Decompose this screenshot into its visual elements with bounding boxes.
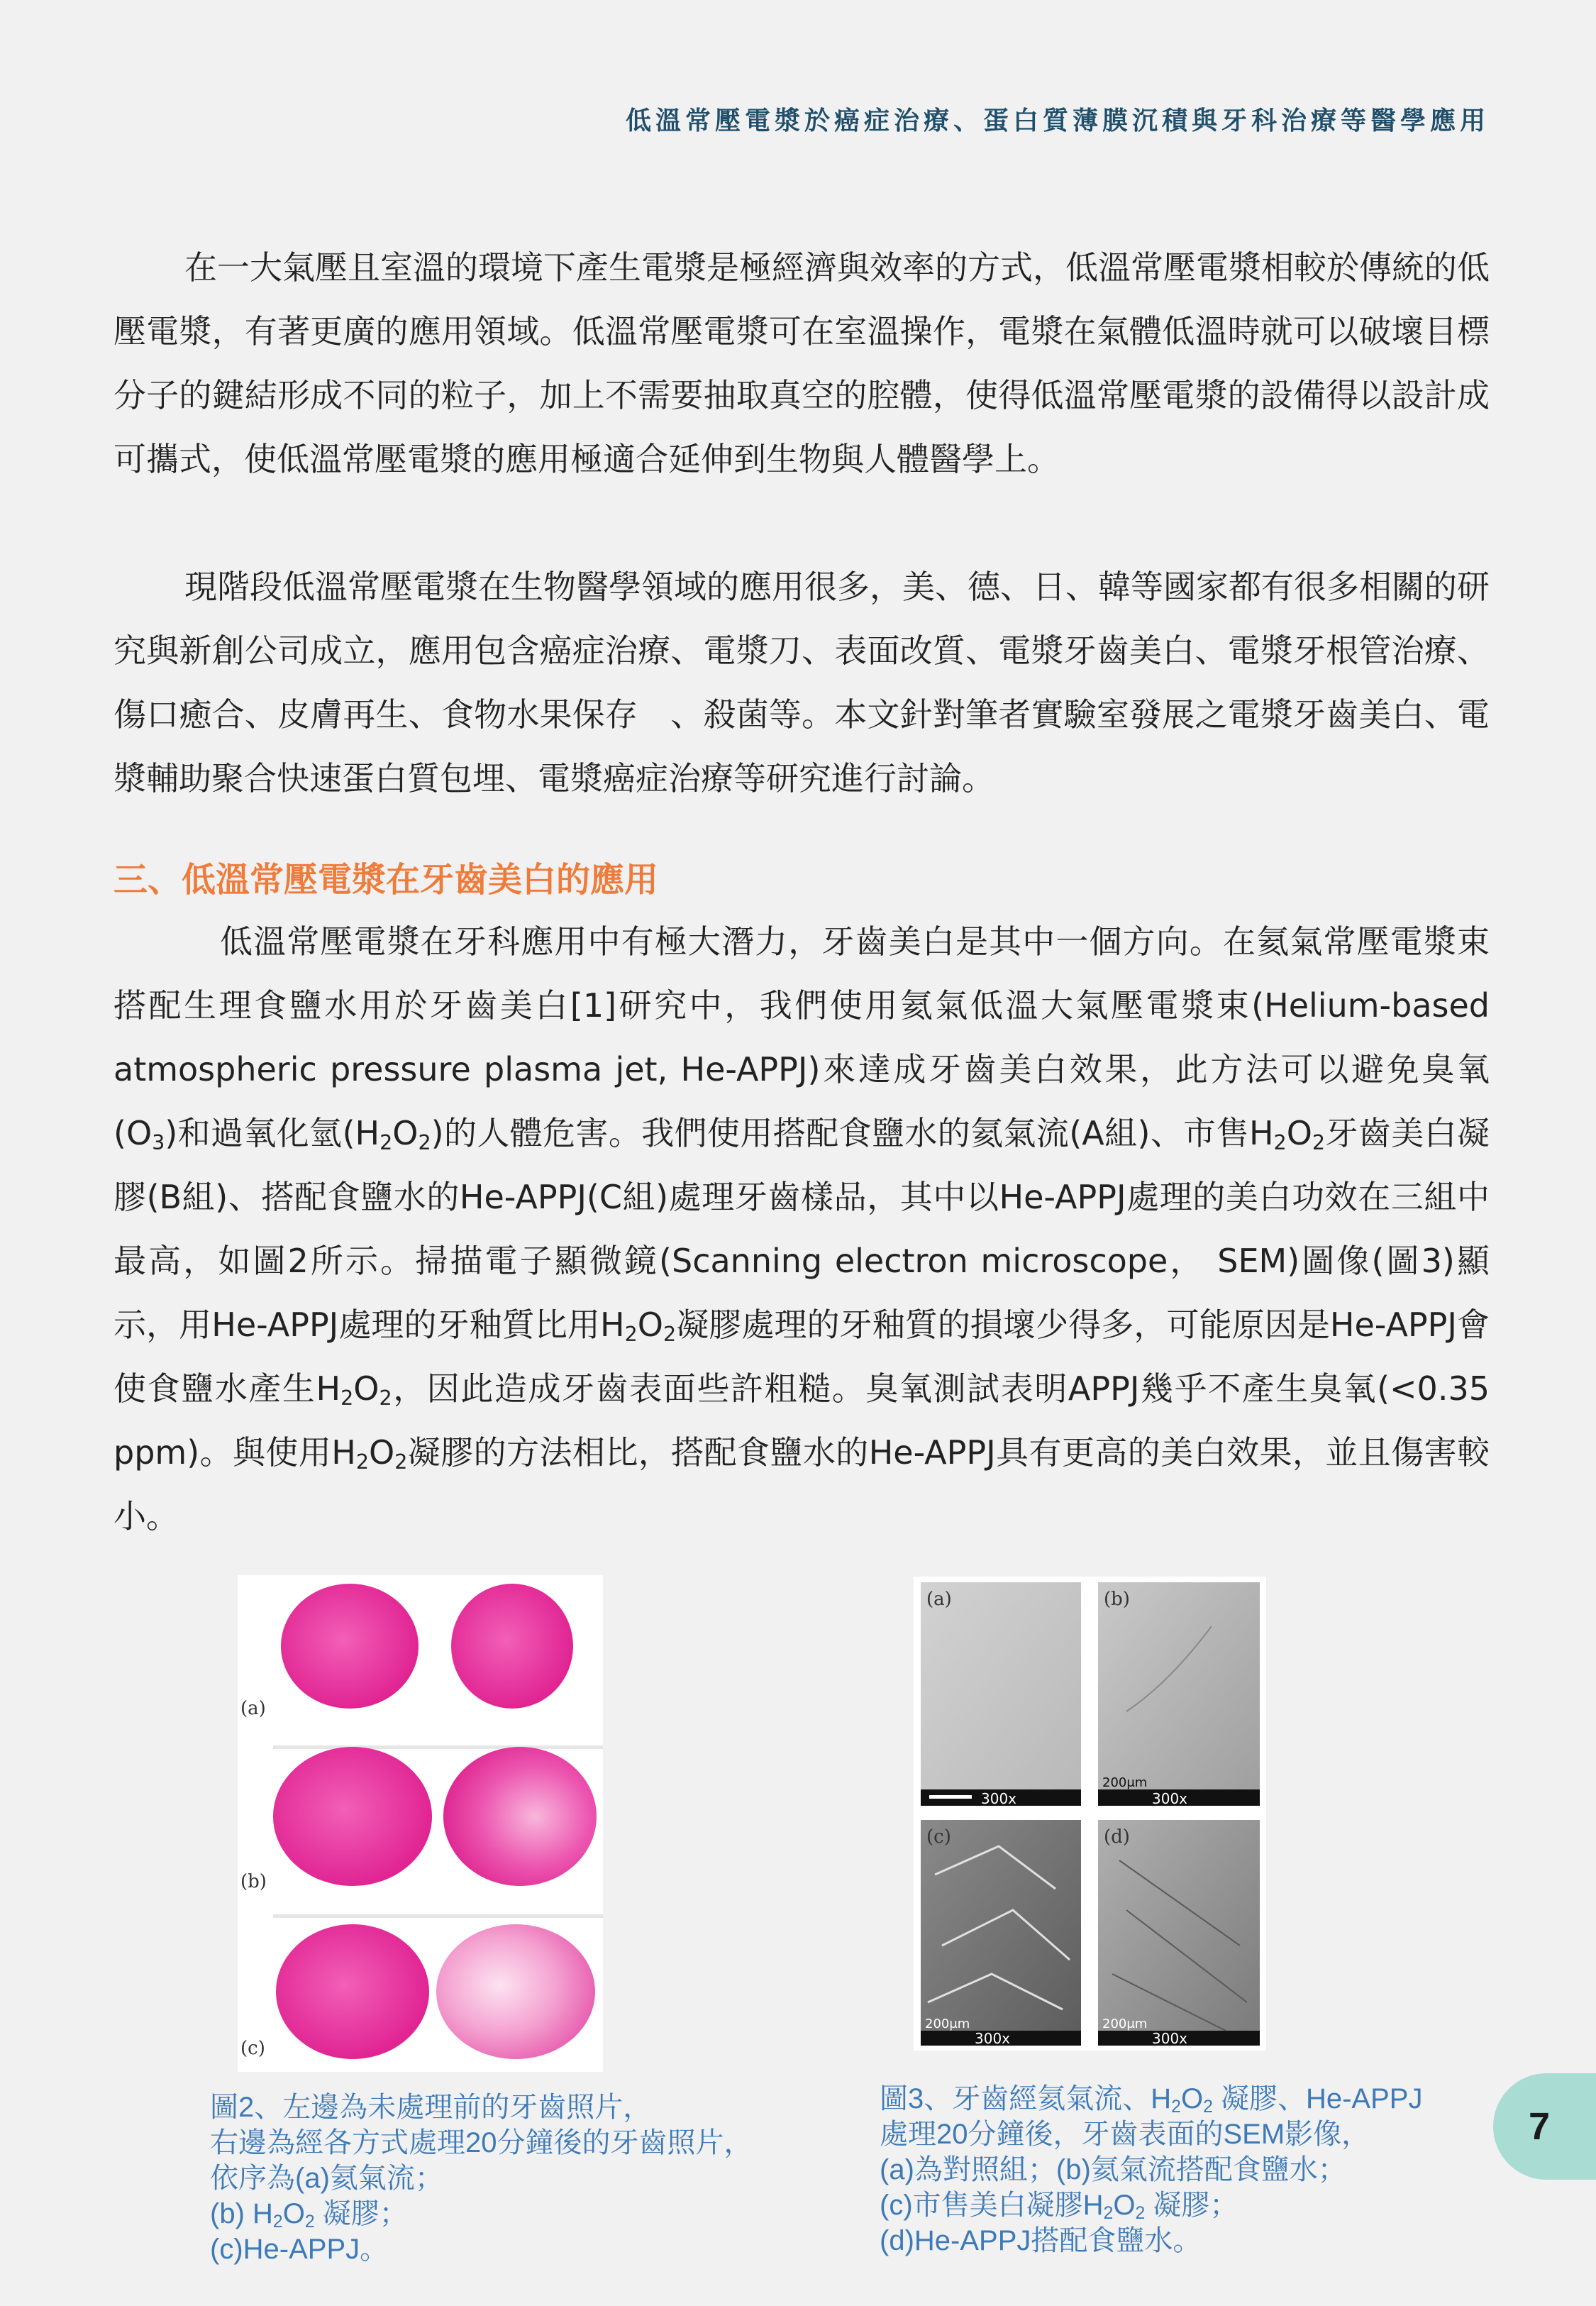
row-divider [273,1745,603,1749]
tooth-a-before [281,1584,419,1709]
panel-label-c: (c) [926,1826,951,1848]
figure-2-caption: 圖2、左邊為未處理前的牙齒照片， 右邊為經各方式處理20分鐘後的牙齒照片， 依序為(a)氦氣流； (b) $H_2O_2$ 凝膠； (c)He-APPJ。 [210,2092,753,2265]
scale-label-b: 200μm [1102,1775,1148,1790]
magnification-c: 300x [975,2030,1011,2047]
panel-label-d: (d) [1104,1826,1130,1848]
row-label-c: (c) [240,2038,265,2059]
row-label-a: (a) [240,1698,266,1719]
tooth-c-after [436,1924,595,2059]
tooth-b-before [273,1747,432,1886]
page-number: 7 [1528,2105,1551,2148]
magnification-a: 300x [981,1790,1017,1807]
intro-paragraph-2: 現階段低溫常壓電漿在生物醫學領域的應用很多，美、德、日、韓等國家都有很多相關的研究與新創公司成立，應用包含癌症治療、電漿刀、表面改質、電漿牙齒美白、電漿牙根管治療、傷口癒合、皮膚再生、食物水果保存 、殺菌等。本文針對筆者實驗室發展之電漿牙齒美白、電漿輔助聚合快速蛋白質包埋、電漿癌症治療等研究進行討論。 [113,568,1490,798]
figure-3-caption: 圖3、牙齒經氦氣流、$H_2O_2$ 凝膠、He-APPJ 處理20分鐘後，牙齒表面的SEM影像， (a)為對照組；(b)氦氣流搭配食鹽水； (c)市售美白凝膠$H_2O_2$ 凝膠； (d)He-APPJ搭配食鹽水。 [880,2083,1423,2256]
scale-bar [929,1795,972,1799]
figure-3-sem-images [914,1577,1266,2051]
tooth-c-before [276,1924,429,2059]
sem-panel-d [1098,1820,1260,2046]
figure-2-tooth-photos [238,1575,603,2072]
row-divider [273,1914,603,1918]
tooth-photo-grid [238,1575,603,2072]
panel-label-a: (a) [926,1589,952,1610]
intro-paragraph-1: 在一大氣壓且室溫的環境下產生電漿是極經濟與效率的方式，低溫常壓電漿相較於傳統的低壓電漿，有著更廣的應用領域。低溫常壓電漿可在室溫操作，電漿在氣體低溫時就可以破壞目標分子的鍵結形成不同的粒子，加上不需要抽取真空的腔體，使得低溫常壓電漿的設備得以設計成可攜式，使低溫常壓電漿的應用極適合延伸到生物與人體醫學上。 [113,248,1490,478]
scale-label-c: 200μm [925,2017,970,2031]
tooth-a-after [451,1584,573,1709]
scale-label-d: 200μm [1102,2017,1148,2031]
row-label-b: (b) [240,1871,267,1892]
sem-image-grid [914,1577,1266,2051]
magnification-b: 300x [1152,1790,1188,1807]
section-paragraph: 低溫常壓電漿在牙科應用中有極大潛力，牙齒美白是其中一個方向。在氦氣常壓電漿束搭配生理食鹽水用於牙齒美白[1]研究中，我們使用氦氣低溫大氣壓電漿束(Helium-based atmospheric pressure plasma jet, He-APPJ)來達成牙齒美白效果，此方法可以避免臭氧$(O_3)$和過氧化氫$(H_2O_2)$的人體危害。我們使用搭配食鹽水的氦氣流(A組)、市售$H_2O_2$牙齒美白凝膠(B組)、搭配食鹽水的He-APPJ(C組)處理牙齒樣品，其中以He-APPJ處理的美白功效在三組中最高，如圖2所示。掃描電子顯微鏡(Scanning electron microscope， SEM)圖像(圖3)顯示，用He-APPJ處理的牙釉質比用$H_2O_2$凝膠處理的牙釉質的損壞少得多，可能原因是He-APPJ會使食鹽水產生$H_2O_2$，因此造成牙齒表面些許粗糙。臭氧測試表明APPJ幾乎不產生臭氧(<0.35 ppm)。與使用$H_2O_2$凝膠的方法相比，搭配食鹽水的He-APPJ具有更高的美白效果，並且傷害較小。 [113,922,1522,1535]
sem-panel-b [1098,1582,1260,1806]
sem-panel-c [921,1820,1081,2046]
tooth-b-after [443,1747,597,1886]
magnification-d: 300x [1152,2030,1188,2047]
running-header: 低溫常壓電漿於癌症治療、蛋白質薄膜沉積與牙科治療等醫學應用 [625,106,1490,136]
sem-panel-a [921,1582,1081,1806]
section-heading: 三、低溫常壓電漿在牙齒美白的應用 [113,860,659,900]
panel-label-b: (b) [1104,1589,1130,1610]
